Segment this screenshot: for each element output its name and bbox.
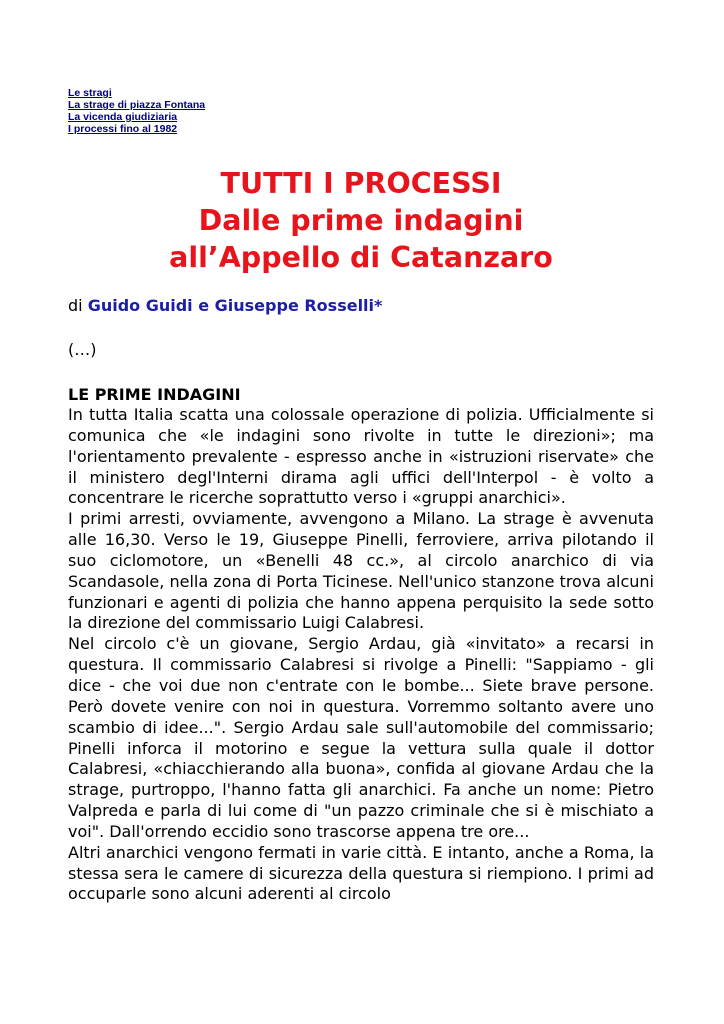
paragraph-2: I primi arresti, ovviamente, avvengono a Milano. La strage è avvenuta alle 16,30. Verso le 19, Giuseppe Pinelli, ferroviere, arriva pilotando il suo ciclomotore, un «Benelli 48 cc.», al circolo anarchico di via Scandasole, nella zona di Porta Ticinese. Nell'unico stanzone trova alcuni funzionari e agenti di polizia che hanno appena perquisito la sede sotto la direzione del commissario Luigi Calabresi. [68,509,654,633]
breadcrumb-links [68,87,654,135]
link-strage-piazza-fontana[interactable]: La strage di piazza Fontana [68,99,206,111]
title-line-3: all’Appello di Catanzaro [169,241,553,274]
section-body [68,405,654,905]
link-vicenda-giudiziaria[interactable]: La vicenda giudiziaria [68,111,178,123]
byline [68,296,654,316]
paragraph-4: Altri anarchici vengono fermati in varie città. E intanto, anche a Roma, la stessa sera le camere di sicurezza della questura si riempiono. I primi ad occuparle sono alcuni aderenti al circolo [68,842,654,904]
paragraph-1: In tutta Italia scatta una colossale operazione di polizia. Ufficialmente si comunica che «le indagini sono rivolte in tutte le direzioni»; ma l'orientamento prevalente - espresso anche in «istruzioni riservate» che il ministero degl'Interni dirama agli uffici dell'Interpol - è volto a concentrare le ricerche soprattutto verso i «gruppi anarchici». [68,405,654,508]
section-heading: LE PRIME INDAGINI [68,385,241,404]
omission-marker: (…) [68,340,97,359]
link-le-stragi[interactable]: Le stragi [68,87,112,99]
paragraph-3: Nel circolo c'è un giovane, Sergio Ardau, già «invitato» a recarsi in questura. Il commissario Calabresi si rivolge a Pinelli: "Sappiamo - gli dice - che voi due non c'entrate con le bombe... Siete brave persone. Però dovete venire con noi in questura. Vorremmo soltanto avere uno scambio di idee...". Sergio Ardau sale sull'automobile del commissario; Pinelli inforca il motorino e segue la vettura sulla quale il dottor Calabresi, «chiacchierando alla buona», confida al giovane Ardau che la strage, purtroppo, l'hanno fatta gli anarchici. Fa anche un nome: Pietro Valpreda e parla di lui come di "un pazzo criminale che si è mischiato a voi". Dall'orrendo eccidio sono trascorse appena tre ore... [68,634,654,841]
page-title [68,165,654,276]
document-page [68,87,654,905]
title-line-1: TUTTI I PROCESSI [220,167,502,200]
title-line-2: Dalle prime indagini [198,204,524,237]
link-processi-1982[interactable]: I processi fino al 1982 [68,123,178,135]
byline-authors: Guido Guidi e Giuseppe Rosselli* [87,296,383,315]
byline-prefix: di [68,296,88,315]
